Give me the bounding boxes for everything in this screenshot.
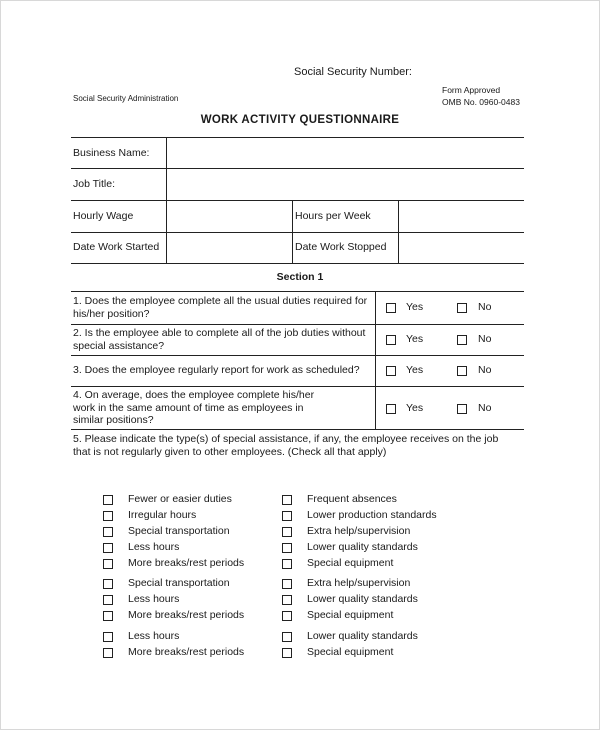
ssn-label: Social Security Number:	[294, 66, 412, 78]
assist-right-label: Special equipment	[307, 609, 394, 621]
q2-no-checkbox[interactable]	[457, 335, 467, 345]
assist-right-label: Extra help/supervision	[307, 525, 411, 537]
q1-yes-checkbox[interactable]	[386, 303, 396, 313]
assist-right-checkbox[interactable]	[282, 495, 292, 505]
assist-right-checkbox[interactable]	[282, 559, 292, 569]
q1-no-checkbox[interactable]	[457, 303, 467, 313]
omb-number: OMB No. 0960-0483	[442, 97, 520, 107]
q3-no-checkbox[interactable]	[457, 366, 467, 376]
question-5: 5. Please indicate the type(s) of special assistance, if any, the employee receives on the job that is not regularly given to other employees. (Check all that apply)	[73, 433, 499, 458]
q1-yes-label: Yes	[406, 301, 424, 313]
question-3: 3. Does the employee regularly report for work as scheduled?	[73, 364, 360, 376]
assist-right-label: Lower quality standards	[307, 541, 418, 553]
assist-right-checkbox[interactable]	[282, 611, 292, 621]
assist-left-checkbox[interactable]	[103, 543, 113, 553]
question-2: 2. Is the employee able to complete all of the job duties without special assistance?	[73, 327, 366, 352]
assist-right-label: Frequent absences	[307, 493, 397, 505]
assist-left-label: Special transportation	[128, 525, 230, 537]
assist-left-checkbox[interactable]	[103, 495, 113, 505]
assist-right-label: Lower quality standards	[307, 593, 418, 605]
q4-no-label: No	[478, 402, 492, 414]
q1-no-label: No	[478, 301, 492, 313]
q2-no-label: No	[478, 333, 492, 345]
assist-right-checkbox[interactable]	[282, 579, 292, 589]
assist-left-checkbox[interactable]	[103, 579, 113, 589]
section-line	[71, 355, 524, 356]
assist-right-checkbox[interactable]	[282, 511, 292, 521]
assist-right-label: Lower production standards	[307, 509, 437, 521]
q4-no-checkbox[interactable]	[457, 404, 467, 414]
assist-right-checkbox[interactable]	[282, 595, 292, 605]
assist-left-label: Less hours	[128, 630, 180, 642]
form-approved-label: Form Approved	[442, 85, 501, 95]
business-name-label: Business Name:	[73, 147, 150, 159]
grid-line	[71, 168, 524, 169]
assist-left-label: More breaks/rest periods	[128, 646, 245, 658]
q3-no-label: No	[478, 364, 492, 376]
assist-right-label: Extra help/supervision	[307, 577, 411, 589]
date-stopped-label: Date Work Stopped	[295, 241, 387, 253]
assist-left-checkbox[interactable]	[103, 611, 113, 621]
section-title: Section 1	[276, 271, 324, 283]
assist-left-checkbox[interactable]	[103, 527, 113, 537]
assist-left-checkbox[interactable]	[103, 632, 113, 642]
section-line	[71, 429, 524, 430]
assist-right-checkbox[interactable]	[282, 648, 292, 658]
assist-right-label: Lower quality standards	[307, 630, 418, 642]
form-title: WORK ACTIVITY QUESTIONNAIRE	[200, 114, 400, 126]
assist-left-checkbox[interactable]	[103, 595, 113, 605]
section-line	[71, 291, 524, 292]
assist-left-label: Less hours	[128, 541, 180, 553]
hourly-wage-label: Hourly Wage	[73, 210, 134, 222]
assist-right-checkbox[interactable]	[282, 527, 292, 537]
q2-yes-label: Yes	[406, 333, 424, 345]
assist-right-checkbox[interactable]	[282, 543, 292, 553]
assist-left-label: Fewer or easier duties	[128, 493, 232, 505]
assist-right-label: Special equipment	[307, 557, 394, 569]
assist-left-label: Less hours	[128, 593, 180, 605]
section-line	[71, 386, 524, 387]
agency-label: Social Security Administration	[73, 94, 179, 103]
q3-yes-checkbox[interactable]	[386, 366, 396, 376]
question-1: 1. Does the employee complete all the usual duties required for his/her position?	[73, 295, 368, 320]
job-title-label: Job Title:	[73, 178, 116, 190]
assist-right-checkbox[interactable]	[282, 632, 292, 642]
grid-divider	[166, 137, 167, 263]
assist-left-checkbox[interactable]	[103, 648, 113, 658]
grid-divider	[292, 200, 293, 263]
assist-left-label: More breaks/rest periods	[128, 557, 245, 569]
question-4: 4. On average, does the employee complete his/her work in the same amount of time as employees in similar positions?	[73, 389, 315, 426]
grid-line	[71, 137, 524, 138]
section-line	[71, 324, 524, 325]
grid-line	[71, 263, 524, 264]
hours-per-week-label: Hours per Week	[295, 210, 371, 222]
grid-line	[71, 232, 524, 233]
section-divider	[375, 291, 376, 429]
q3-yes-label: Yes	[406, 364, 424, 376]
q2-yes-checkbox[interactable]	[386, 335, 396, 345]
q4-yes-checkbox[interactable]	[386, 404, 396, 414]
assist-right-label: Special equipment	[307, 646, 394, 658]
grid-line	[71, 200, 524, 201]
assist-left-label: More breaks/rest periods	[128, 609, 245, 621]
assist-left-checkbox[interactable]	[103, 559, 113, 569]
grid-divider	[398, 200, 399, 263]
assist-left-checkbox[interactable]	[103, 511, 113, 521]
assist-left-label: Special transportation	[128, 577, 230, 589]
assist-left-label: Irregular hours	[128, 509, 197, 521]
form-approval-block	[442, 84, 520, 108]
q4-yes-label: Yes	[406, 402, 424, 414]
date-started-label: Date Work Started	[73, 241, 160, 253]
